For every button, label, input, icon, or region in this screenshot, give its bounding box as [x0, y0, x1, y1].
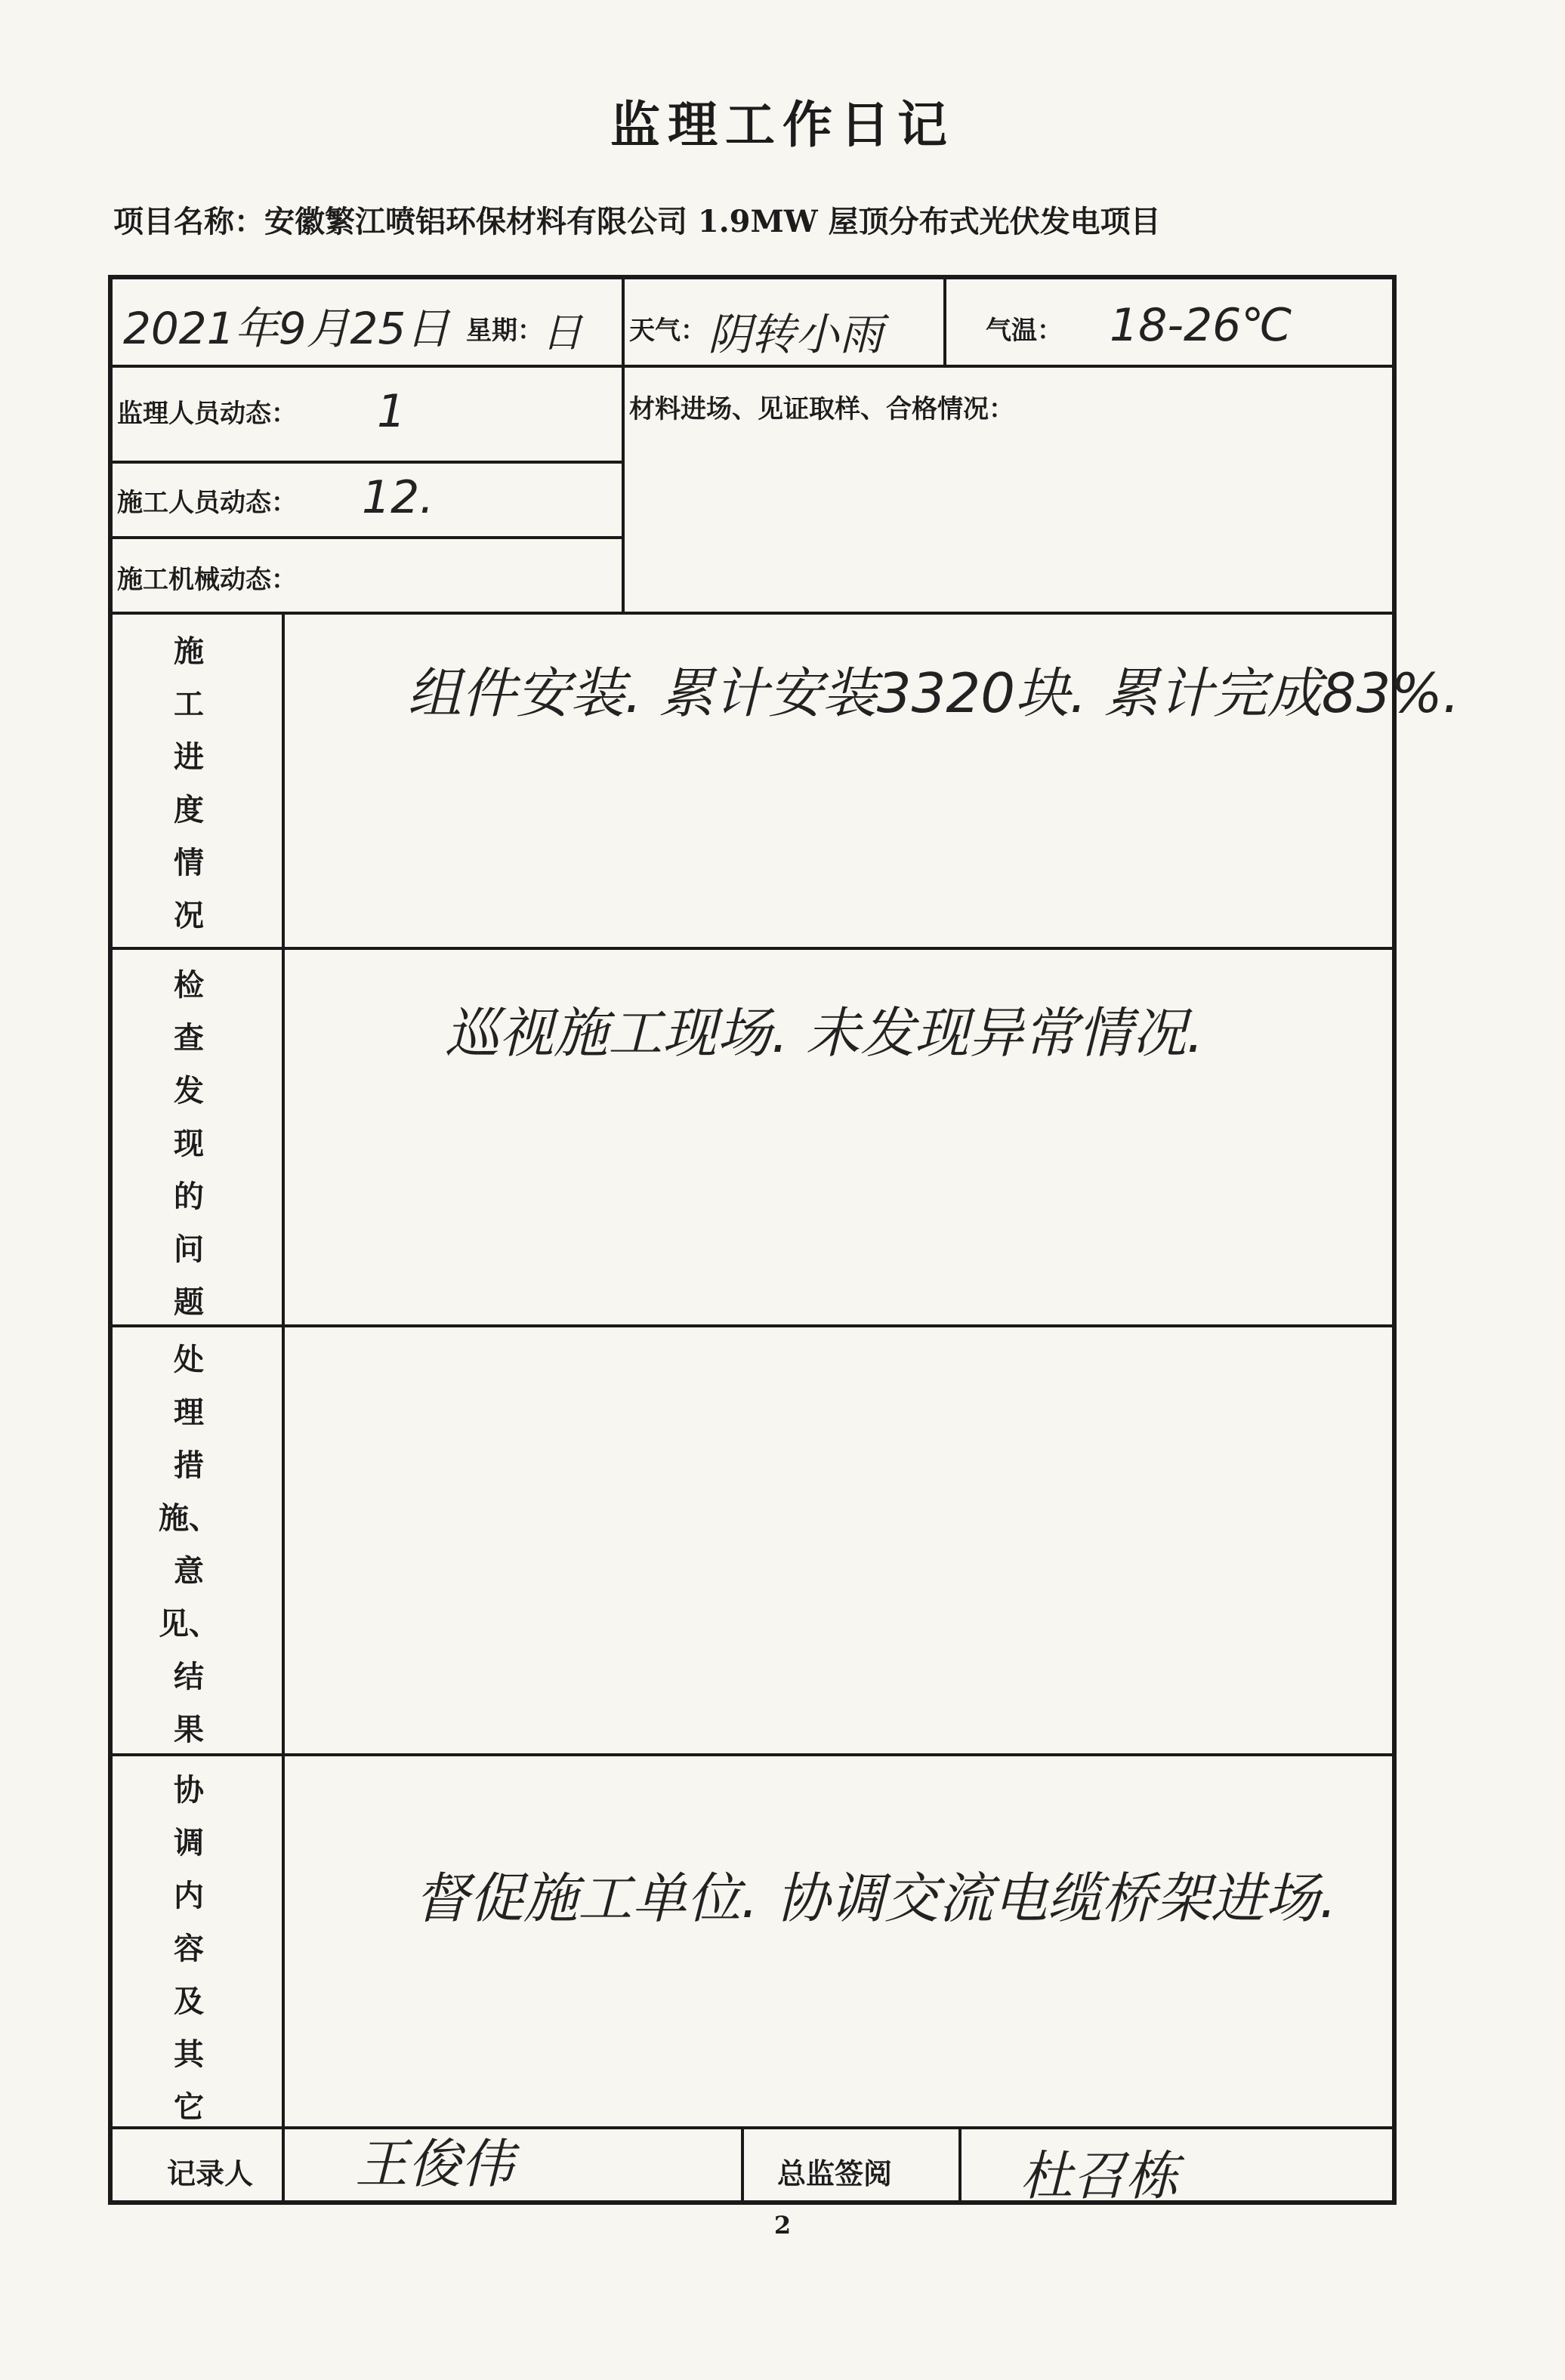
divider-section-2 — [113, 1324, 1397, 1327]
weather-value: 阴转小雨 — [708, 309, 884, 360]
divider-label-column — [282, 612, 285, 2202]
section-progress-label: 施 工 进 度 情 况 — [174, 634, 204, 933]
worker-value: 12. — [362, 471, 434, 524]
supervisor-value: 1 — [377, 385, 406, 438]
divider-footer-1 — [741, 2126, 744, 2202]
page-title: 监理工作日记 — [610, 95, 955, 154]
divider-footer-2 — [958, 2126, 962, 2202]
weekday-value: 日 — [542, 309, 582, 356]
divider-top-block — [113, 612, 1397, 615]
temperature-value: 18-26℃ — [1110, 299, 1292, 352]
divider-weather-temp — [943, 279, 946, 366]
diary-form — [108, 275, 1460, 2205]
date-value: 2021年9月25日 — [123, 303, 450, 354]
section-coordination-content: 督促施工单位. 协调交流电缆桥架进场. — [415, 1867, 1337, 1930]
chief-signature: 杜召栋 — [1020, 2145, 1178, 2207]
divider-worker-row — [113, 536, 625, 539]
section-issues-content: 巡视施工现场. 未发现异常情况. — [445, 1001, 1204, 1065]
supervisor-label: 监理人员动态： — [117, 399, 297, 429]
divider-date-row — [113, 365, 1397, 368]
material-label: 材料进场、见证取样、合格情况： — [629, 394, 1014, 424]
recorder-label: 记录人 — [167, 2156, 254, 2190]
divider-section-3 — [113, 1753, 1397, 1756]
temperature-label: 气温： — [986, 316, 1063, 346]
divider-section-4 — [113, 2126, 1397, 2129]
recorder-signature: 王俊伟 — [355, 2133, 514, 2195]
page-number: 2 — [773, 2211, 792, 2240]
divider-left-right — [622, 279, 625, 613]
machine-label: 施工机械动态： — [117, 565, 297, 595]
chief-label: 总监签阅 — [777, 2156, 893, 2190]
weekday-label: 星期： — [466, 316, 543, 346]
section-coordination-label: 协 调 内 容 及 其 它 — [174, 1772, 204, 2125]
divider-section-1 — [113, 947, 1397, 950]
section-issues-label: 检 查 发 现 的 问 题 — [174, 967, 204, 1320]
project-name: 项目名称：安徽繁江喷铝环保材料有限公司 1.9MW 屋顶分布式光伏发电项目 — [113, 204, 1161, 239]
section-progress-content: 组件安装. 累计安装3320块. 累计完成83%. — [407, 661, 1460, 725]
divider-supervisor-row — [113, 461, 625, 464]
section-measures-label: 处 理 措 施、 意 见、 结 果 — [159, 1342, 219, 1747]
weather-label: 天气： — [629, 316, 706, 346]
worker-label: 施工人员动态： — [117, 488, 297, 518]
